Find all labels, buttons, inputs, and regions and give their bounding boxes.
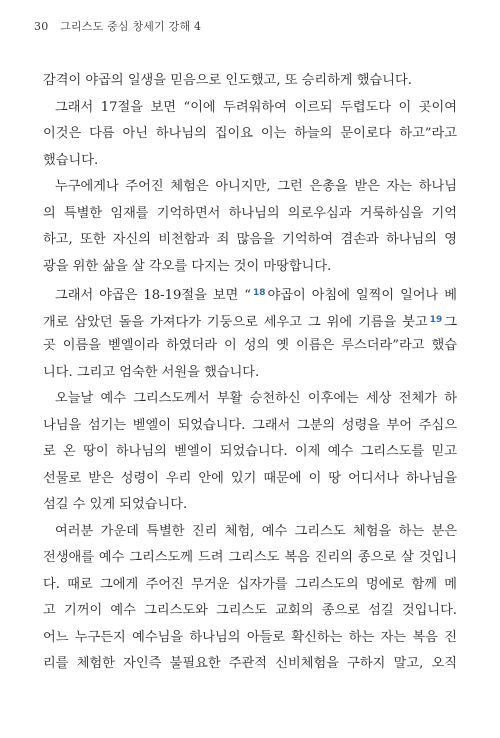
text-line: 이것은 다름 아닌 하나님의 집이요 이는 하늘의 문이로다 하고”라고 bbox=[43, 126, 457, 141]
paragraph bbox=[43, 280, 457, 386]
text-line: 다. 때로 그에게 주어진 무거운 십자가를 그리스도의 멍에로 함께 메 bbox=[43, 576, 457, 592]
text-line: 광을 위한 삶을 살 각오를 다지는 것이 마땅합니다. bbox=[43, 258, 332, 274]
text-line: 하고, 또한 자신의 비천함과 죄 많음을 기억하여 겸손과 하나님의 영 bbox=[43, 232, 457, 247]
text-line: 의 특별한 임재를 기억하면서 하나님의 의로우심과 거룩하심을 기억 bbox=[43, 205, 457, 221]
page-number: 30 bbox=[34, 20, 49, 33]
text-line bbox=[43, 280, 457, 307]
text-line: 여러분 가운데 특별한 진리 체험, 예수 그리스도 체험을 하는 분은 bbox=[55, 523, 457, 539]
body-text bbox=[43, 68, 457, 678]
text-line: 섬길 수 있게 되었습니다. bbox=[43, 497, 188, 512]
running-title: 그리스도 중심 창세기 강해 4 bbox=[60, 20, 202, 33]
verse-marker-18: 18 bbox=[253, 288, 266, 298]
line-segment: 그 bbox=[444, 314, 457, 330]
verse-marker-19: 19 bbox=[429, 314, 443, 325]
text-line: 어느 누구든지 예수님을 하나님의 아들로 확신하는 하는 자는 복음 진 bbox=[43, 629, 457, 645]
text-line: 고 기꺼이 예수 그리스도와 그리스도 교회의 종으로 섬길 것입니다. bbox=[43, 603, 457, 618]
text-line: 선물로 받은 성령이 우리 안에 있기 때문에 이 땅 어디서나 하나님을 bbox=[43, 470, 457, 486]
text-line: 전생애를 예수 그리스도께 드려 그리스도 복음 진리의 종으로 살 것입니 bbox=[43, 550, 457, 565]
text-line: 나님을 섬기는 벧엘이 되었습니다. 그래서 그분의 성령을 부어 주심으 bbox=[43, 417, 457, 433]
paragraph bbox=[43, 68, 457, 95]
paragraph bbox=[43, 386, 457, 519]
text-line bbox=[43, 307, 457, 334]
line-segment: 야곱이 아침에 일찍이 일어나 베 bbox=[267, 288, 457, 303]
line-segment: 개로 삼았던 돌을 가져다가 기둥으로 세우고 그 위에 기름을 붓고 bbox=[43, 314, 428, 330]
paragraph bbox=[43, 95, 457, 175]
paragraph bbox=[43, 174, 457, 280]
text-line: 로 온 땅이 하나님의 벧엘이 되었습니다. 이제 예수 그리스도를 믿고 bbox=[43, 444, 457, 459]
text-line: 리를 체험한 자인즉 불필요한 주관적 신비체험을 구하지 말고, 오직 bbox=[43, 656, 457, 671]
text-line: 니다. 그리고 엄숙한 서원을 했습니다. bbox=[43, 364, 260, 380]
text-line: 했습니다. bbox=[43, 152, 99, 168]
text-line: 오늘날 예수 그리스도께서 부활 승천하신 이후에는 세상 전체가 하 bbox=[55, 391, 457, 406]
paragraph bbox=[43, 519, 457, 678]
text-line: 그래서 17절을 보면 “이에 두려워하여 이르되 두렵도다 이 곳이여 bbox=[55, 99, 457, 115]
text-line: 누구에게나 주어진 체험은 아니지만, 그런 은총을 받은 자는 하나님 bbox=[55, 179, 457, 194]
running-header bbox=[34, 18, 201, 34]
text-line: 감격이 야곱의 일생을 믿음으로 인도했고, 또 승리하게 했습니다. bbox=[43, 73, 412, 88]
line-segment: 그래서 야곱은 18-19절을 보면 “ bbox=[55, 288, 251, 303]
text-line: 곳 이름을 벧엘이라 하였더라 이 성의 옛 이름은 루스더라”라고 했습 bbox=[43, 338, 457, 353]
